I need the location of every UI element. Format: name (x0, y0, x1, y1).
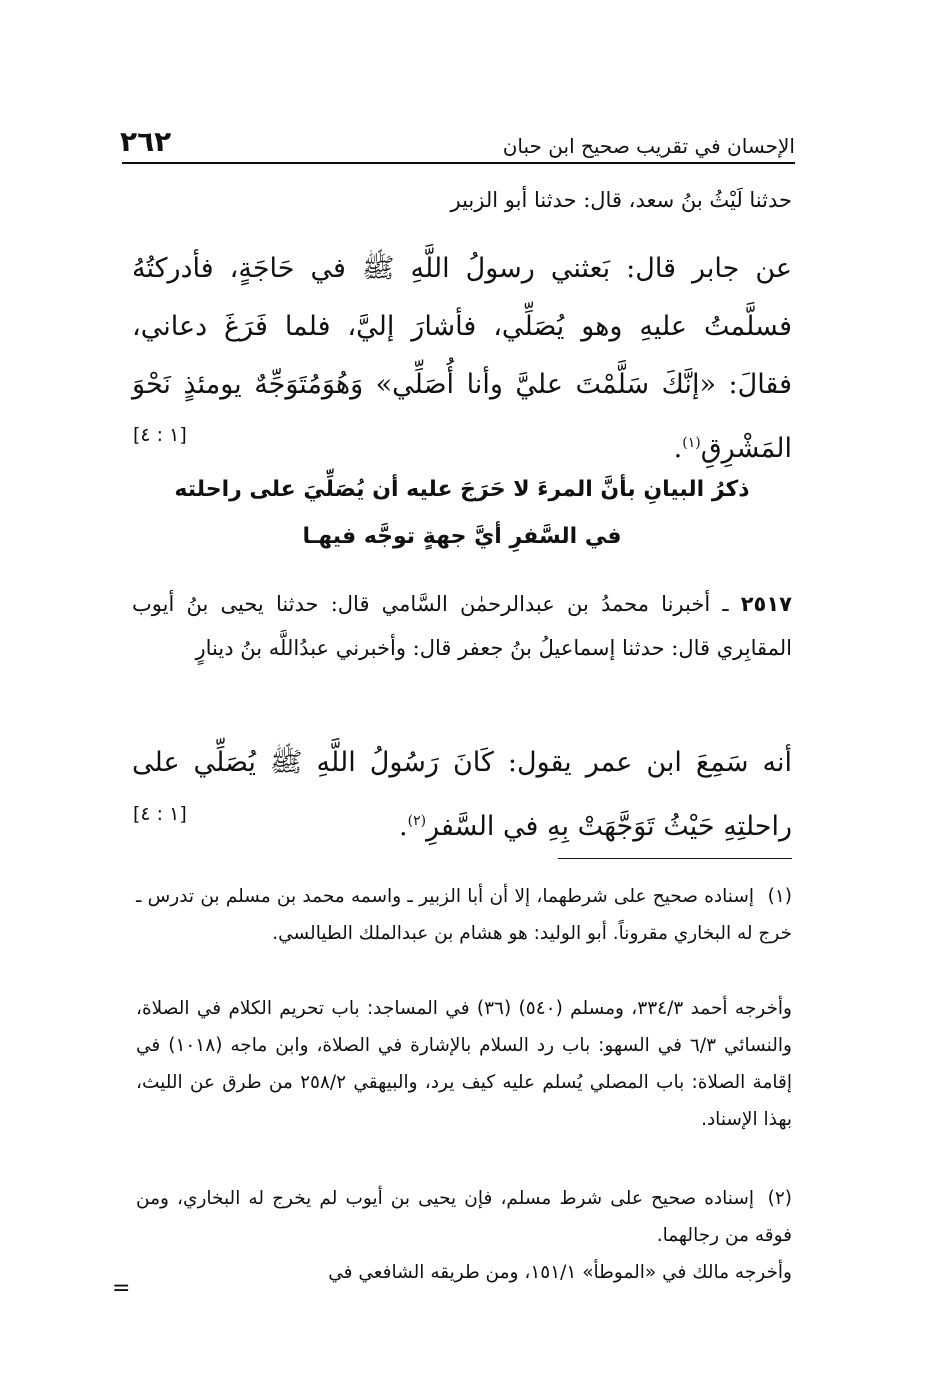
page-header (120, 118, 795, 158)
footnote-2-text: إسناده صحيح على شرط مسلم، فإن يحيى بن أيوب لم يخرج له البخاري، ومن فوقه من رجالهما. (136, 1188, 792, 1246)
footnote-marker-2: (٢) (407, 813, 427, 829)
hadith-number: ٢٥١٧ (740, 592, 792, 616)
footnote-1 (136, 878, 792, 952)
footnote-rule (558, 858, 792, 859)
hadith-2-body: أنه سَمِعَ ابن عمر يقول: كَانَ رَسُولُ اللَّهِ ﷺ يُصَلِّي على راحلتِهِ حَيْثُ تَوَجَّهَتْ بِهِ في السَّفرِ (132, 747, 792, 842)
hadith-2-end: . (399, 811, 408, 842)
footnote-2 (136, 1180, 792, 1254)
footnote-2-number: (٢) (767, 1188, 792, 1209)
chain-line: حدثنا لَيْثُ بنُ سعد، قال: حدثنا أبو الزبير (450, 188, 792, 212)
running-title: الإحسان في تقريب صحيح ابن حبان (502, 134, 795, 158)
hadith-2-chain-text: ـ أخبرنا محمدُ بن عبدالرحمٰن السَّامي قال: حدثنا يحيى بنُ أيوب المقابِري قال: حدثنا إسماعيلُ بنُ جعفر قال: وأخبرني عبدُاللَّه بنُ دينارٍ (132, 592, 792, 660)
footnote-marker-1: (١) (682, 435, 701, 451)
hadith-2-text (132, 734, 792, 856)
hadith-1-text (132, 240, 792, 478)
hadith-2-ref: [١ : ٤] (133, 803, 187, 825)
hadith-1-ref: [١ : ٤] (133, 424, 187, 446)
header-rule (122, 162, 795, 164)
hadith-1-body: عن جابر قال: بَعثني رسولُ اللَّهِ ﷺ في حَاجَةٍ، فأدركتُهُ فسلَّمتُ عليهِ وهو يُصَلِّي، فأشارَ إليَّ، فلما فَرَغَ دعاني، فقالَ: «إنَّكَ سَلَّمْتَ عليَّ وأنا أُصَلِّي» وَهُوَمُتَوَجِّهٌ يومئذٍ نَحْوَ المَشْرِقِ (132, 253, 792, 464)
footnote-1-text: إسناده صحيح على شرطهما، إلا أن أبا الزبير ـ واسمه محمد بن مسلم بن تدرس ـ خرج له البخاري مقروناً. أبو الوليد: هو هشام بن عبدالملك الطيالسي. (136, 886, 792, 944)
footnote-2-sources: وأخرجه مالك في «الموطأ» ١٥١/١، ومن طريقه الشافعي في (328, 1262, 792, 1283)
continuation-mark: = (112, 1276, 131, 1301)
section-heading-line-1: ذكرُ البيانِ بأنَّ المرءَ لا حَرَجَ عليه أن يُصَلِّيَ على راحلته (174, 477, 750, 502)
page-number: ٢٦٢ (120, 125, 172, 158)
hadith-2-chain (132, 582, 792, 670)
hadith-1-end: . (673, 433, 683, 464)
footnote-1-sources: وأخرجه أحمد ٣٣٤/٣، ومسلم (٥٤٠) (٣٦) في المساجد: باب تحريم الكلام في الصلاة، والنسائي ٦/٣ في السهو: باب رد السلام بالإشارة في الصلاة، وابن ماجه (١٠١٨) في إقامة الصلاة: باب المصلي يُسلم عليه كيف يرد، والبيهقي ٢٥٨/٢ من طرق عن الليث، بهذا الإسناد. (136, 998, 792, 1130)
footnote-1-number: (١) (767, 886, 792, 907)
section-heading-line-2: في السَّفرِ أيَّ جهةٍ توجَّه فيهـا (302, 524, 622, 549)
